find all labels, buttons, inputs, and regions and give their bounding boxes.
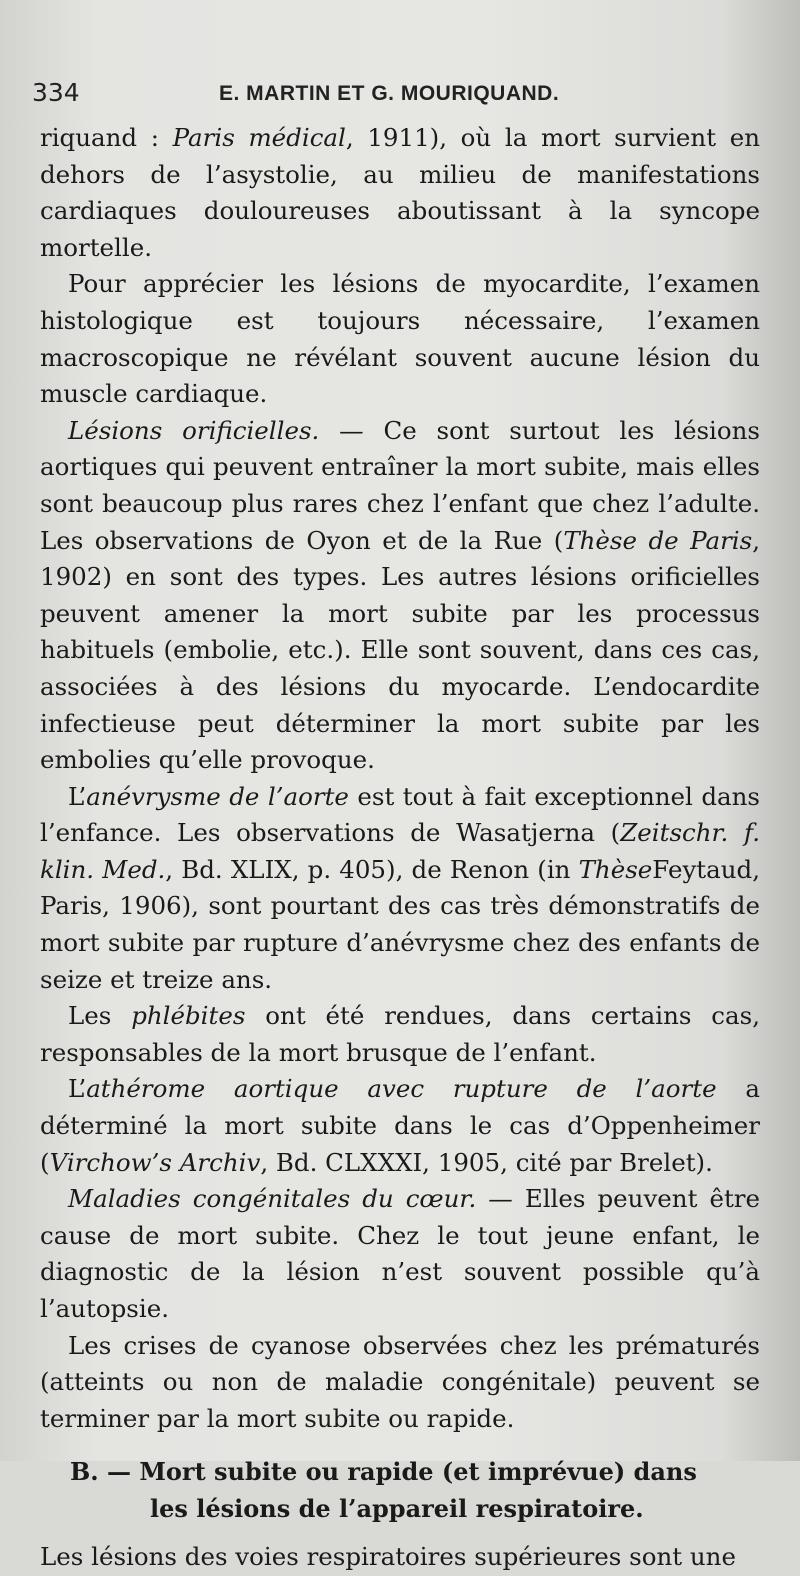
paragraph-6 — [40, 1071, 760, 1181]
section-heading-line-1: B. — Mort subite ou rapide (et imprévue) dans — [70, 1457, 697, 1487]
paragraph-2: Pour apprécier les lésions de myocardite, l’examen histologique est toujours nécessaire, l’examen macroscopique ne révélant souvent aucune lésion du muscle cardiaque. — [40, 269, 760, 409]
page-number: 334 — [32, 78, 80, 107]
page-header — [32, 78, 760, 114]
italic-citation: Zeitschr. f. klin. Med. — [40, 818, 760, 884]
text-run: Feytaud, Paris, 1906), sont pourtant des cas très démonstratifs de mort subite par rupture d’anévrysme chez des enfants de seize et treize ans. — [40, 854, 760, 994]
italic-citation: Paris médical — [172, 123, 346, 152]
text-run: a déterminé la mort subite dans le cas d’Oppenheimer ( — [40, 1074, 760, 1177]
text-run: est tout à fait exceptionnel dans l’enfance. Les observations de Wasatjerna ( — [40, 781, 760, 848]
italic-term: anévrysme de l’aorte — [86, 781, 349, 811]
text-run: L’ — [68, 1074, 87, 1104]
section-heading — [40, 1453, 760, 1527]
italic-subheading: Maladies congénitales du cœur. — [68, 1184, 477, 1214]
paragraph-7 — [40, 1181, 760, 1327]
text-run: , 1902) en sont des types. Les autres lésions orificielles peuvent amener la mort subite par les processus habituels (embolie, etc.). Elle sont souvent, dans ces cas, associées à des lésions du myocarde. L’endocardite infectieuse peut déterminer la mort subite par les embolies qu’elle provoque. — [40, 525, 761, 775]
text-run: ont été rendues, dans certains cas, responsables de la mort brusque de l’enfant. — [40, 1001, 760, 1067]
text-run: Les — [68, 1001, 132, 1031]
italic-term: phlébites — [131, 1001, 246, 1031]
italic-term: athérome aortique avec rupture de l’aorte — [86, 1074, 717, 1104]
text-run: riquand : — [40, 123, 173, 152]
italic-citation: Thèse de Paris — [563, 525, 753, 555]
paragraph-1 — [40, 120, 760, 266]
text-run: , Bd. XLIX, p. 405), de Renon (in — [165, 854, 579, 884]
paragraph-8: Les crises de cyanose observées chez les prématurés (atteints ou non de maladie congénitale) peuvent se terminer par la mort subite ou rapide. — [40, 1330, 760, 1433]
body-text — [40, 120, 760, 1576]
paragraph-4 — [40, 779, 760, 999]
paragraph-9: Les lésions des voies respiratoires supérieures sont une — [40, 1542, 736, 1572]
text-run: , 1911), où la mort survient en dehors de l’asystolie, au milieu de manifestations cardiaques douloureuses aboutissant à la syncope mortelle. — [40, 123, 760, 262]
paragraph-5 — [40, 998, 760, 1071]
italic-citation: Virchow’s Archiv — [49, 1147, 261, 1177]
text-run: — Elles peuvent être cause de mort subite. Chez le tout jeune enfant, le diagnostic de la lésion n’est souvent possible qu’à l’autopsie. — [40, 1184, 761, 1323]
text-run: , Bd. CLXXXI, 1905, cité par Brelet). — [260, 1147, 713, 1177]
italic-citation: Thèse — [578, 854, 653, 884]
running-title: E. MARTIN ET G. MOURIQUAND. — [219, 82, 560, 105]
text-run: L’ — [68, 781, 87, 811]
section-heading-line-2: les lésions de l’appareil respiratoire. — [150, 1494, 644, 1524]
text-run: — Ce sont surtout les lésions aortiques qui peuvent entraîner la mort subite, mais elles sont beaucoup plus rares chez l’enfant que chez l’adulte. Les observations de Oyon et de la Rue ( — [40, 415, 760, 555]
paragraph-3 — [40, 413, 760, 779]
italic-subheading: Lésions orificielles. — [68, 415, 320, 445]
